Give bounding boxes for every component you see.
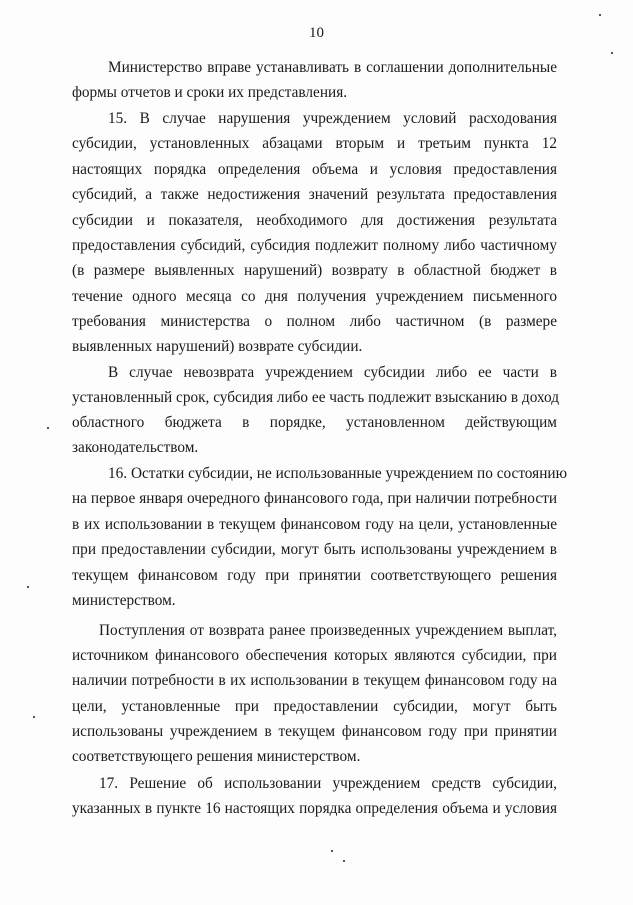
- text-line: 16. Остатки субсидии, не использованные учреждением по состоянию: [108, 465, 567, 482]
- text-line: указанных в пункте 16 настоящих порядка определения объема и условия: [72, 800, 557, 817]
- text-line: субсидии, установленных абзацами вторым и третьим пункта 12: [72, 135, 557, 152]
- text-line: текущем финансовом году при принятии соответствующего решения: [72, 567, 557, 584]
- text-line: соответствующего решения министерством.: [72, 748, 361, 765]
- text-line: Поступления от возврата ранее произведенных учреждением выплат,: [99, 622, 557, 639]
- text-line: формы отчетов и сроки их представления.: [72, 84, 348, 101]
- text-line: областного бюджета в порядке, установленном действующим: [72, 414, 557, 431]
- text-line: цели, установленные при предоставлении субсидии, могут быть: [72, 698, 557, 715]
- text-line: 17. Решение об использовании учреждением средств субсидии,: [99, 775, 557, 792]
- text-line: субсидии и показателя, необходимого для достижения результата: [72, 212, 557, 229]
- text-line: течение одного месяца со дня получения учреждением письменного: [72, 288, 557, 305]
- scan-speck: [33, 716, 35, 718]
- text-line: предоставления субсидий, субсидия подлежит полному либо частичному: [72, 237, 557, 254]
- text-line: наличии потребности в их использовании в текущем финансовом году на: [72, 672, 557, 689]
- text-line: (в размере выявленных нарушений) возврату в областной бюджет в: [72, 262, 557, 279]
- text-line: настоящих порядка определения объема и условия предоставления: [72, 161, 557, 178]
- text-line: при предоставлении субсидии, могут быть использованы учреждением в: [72, 541, 557, 558]
- scan-speck: [343, 860, 345, 862]
- text-line: на первое января очередного финансового года, при наличии потребности: [72, 490, 557, 507]
- scan-speck: [599, 14, 601, 16]
- text-line: субсидий, а также недостижения значений результата предоставления: [72, 186, 557, 203]
- text-line: установленный срок, субсидия либо ее часть подлежит взысканию в доход: [72, 389, 560, 406]
- text-line: в их использовании в текущем финансовом году на цели, установленные: [72, 516, 557, 533]
- scan-speck: [331, 850, 333, 852]
- scan-speck: [611, 52, 613, 54]
- text-line: требования министерства о полном либо частичном (в размере: [72, 313, 557, 330]
- text-line: выявленных нарушений) возврате субсидии.: [72, 338, 363, 355]
- text-line: министерством.: [72, 592, 176, 609]
- scan-speck: [27, 586, 29, 588]
- text-line: В случае невозврата учреждением субсидии либо ее части в: [108, 364, 557, 381]
- text-line: использованы учреждением в текущем финансовом году при принятии: [72, 723, 557, 740]
- text-line: законодательством.: [72, 439, 199, 456]
- text-line: Министерство вправе устанавливать в соглашении дополнительные: [108, 59, 557, 76]
- scan-speck: [47, 427, 49, 429]
- page-number: 10: [309, 25, 324, 41]
- text-line: источником финансового обеспечения которых являются субсидии, при: [72, 647, 557, 664]
- text-line: 15. В случае нарушения учреждением условий расходования: [108, 110, 557, 127]
